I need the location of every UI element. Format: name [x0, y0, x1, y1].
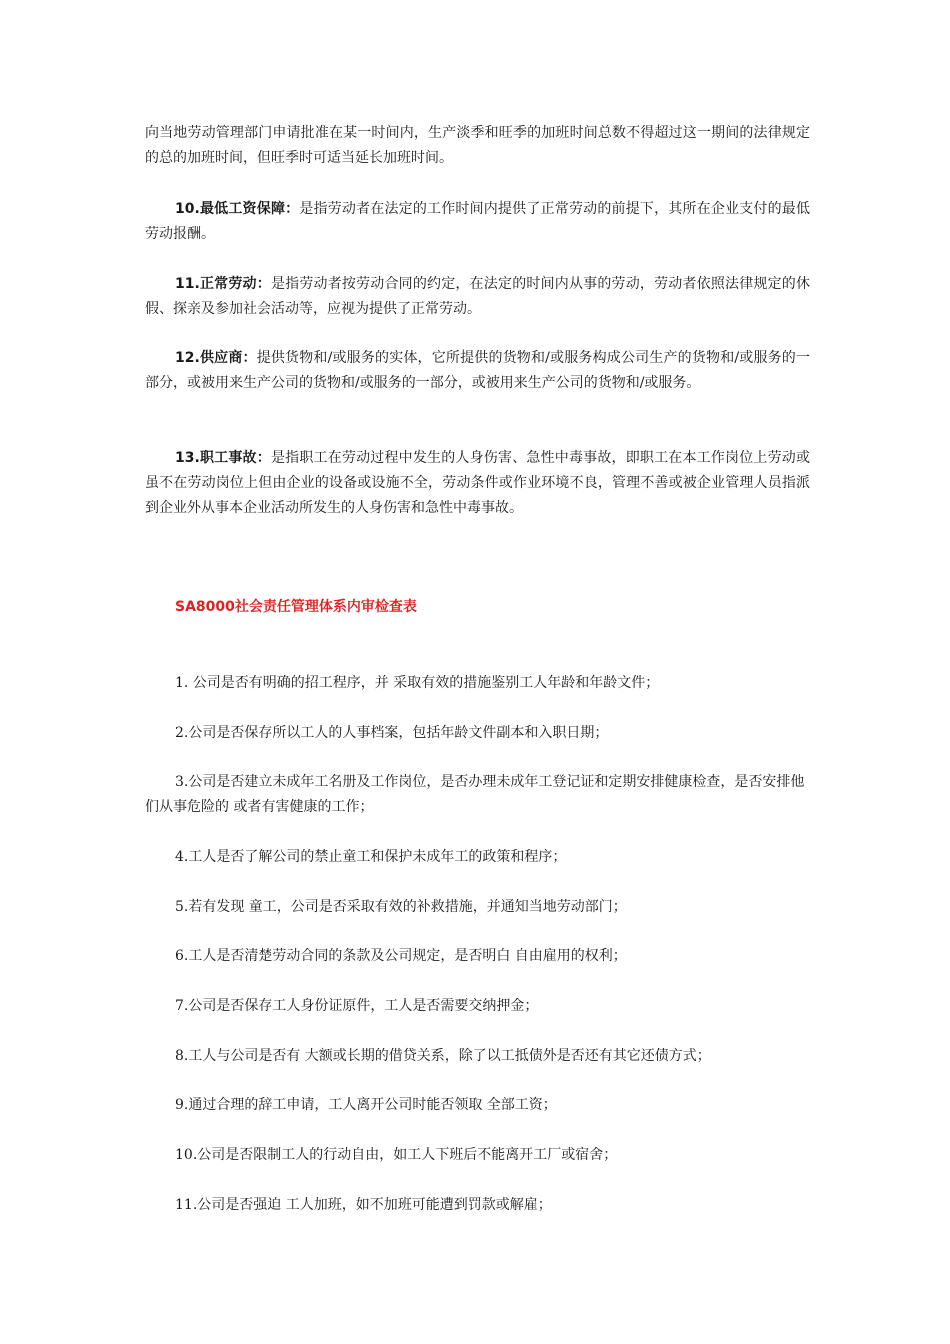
definition-10 [145, 197, 810, 247]
checklist-item: 2.公司是否保存所以工人的人事档案，包括年龄文件副本和入职日期； [175, 725, 609, 741]
intro-text: 向当地劳动管理部门申请批准在某一时间内，生产淡季和旺季的加班时间总数不得超过这一期间的法律规定的总的加班时间，但旺季时可适当延长加班时间。 [145, 125, 810, 166]
checklist-item: 3.公司是否建立未成年工名册及工作岗位，是否办理未成年工登记证和定期安排健康检查，是否安排他们从事危险的 或者有害健康的工作； [145, 774, 805, 815]
checklist-item: 11.公司是否强迫 工人加班，如不加班可能遭到罚款或解雇； [175, 1197, 552, 1213]
checklist-item: 4.工人是否了解公司的禁止童工和保护未成年工的政策和程序； [175, 849, 567, 865]
definition-term: 10.最低工资保障： [175, 201, 300, 217]
definition-text: 是指劳动者按劳动合同的约定，在法定的时间内从事的劳动，劳动者依照法律规定的休假、探亲及参加社会活动等，应视为提供了正常劳动。 [145, 276, 810, 317]
definition-term: 12.供应商： [175, 350, 257, 366]
definition-term: 11.正常劳动： [175, 276, 271, 292]
definition-11 [145, 272, 810, 322]
intro-paragraph [145, 121, 810, 171]
checklist-item: 9.通过合理的辞工申请，工人离开公司时能否领取 全部工资； [175, 1097, 557, 1113]
definition-12 [145, 346, 810, 396]
checklist-item: 7.公司是否保存工人身份证原件，工人是否需要交纳押金； [175, 998, 539, 1014]
definition-text: 是指劳动者在法定的工作时间内提供了正常劳动的前提下，其所在企业支付的最低劳动报酬。 [145, 201, 810, 242]
checklist-item: 8.工人与公司是否有 大额或长期的借贷关系，除了以工抵债外是否还有其它还债方式； [175, 1048, 711, 1064]
definition-text: 提供货物和/或服务的实体，它所提供的货物和/或服务构成公司生产的货物和/或服务的一部分，或被用来生产公司的货物和/或服务的一部分，或被用来生产公司的货物和/或服务。 [145, 350, 810, 391]
definition-13 [145, 446, 810, 521]
definition-text: 是指职工在劳动过程中发生的人身伤害、急性中毒事故，即职工在本工作岗位上劳动或虽不在劳动岗位上但由企业的设备或设施不全，劳动条件或作业环境不良，管理不善或被企业管理人员指派到企业外从事本企业活动所发生的人身伤害和急性中毒事故。 [145, 450, 810, 516]
checklist-item: 1. 公司是否有明确的招工程序，并 采取有效的措施鉴别工人年龄和年龄文件； [175, 675, 660, 691]
checklist-item: 10.公司是否限制工人的行动自由，如工人下班后不能离开工厂或宿舍； [175, 1147, 618, 1163]
checklist-title: SA8000社会责任管理体系内审检查表 [175, 599, 417, 615]
checklist-item: 6.工人是否清楚劳动合同的条款及公司规定，是否明白 自由雇用的权利； [175, 948, 627, 964]
definition-term: 13.职工事故： [175, 450, 271, 466]
checklist-item: 5.若有发现 童工，公司是否采取有效的补救措施，并通知当地劳动部门； [175, 899, 627, 915]
